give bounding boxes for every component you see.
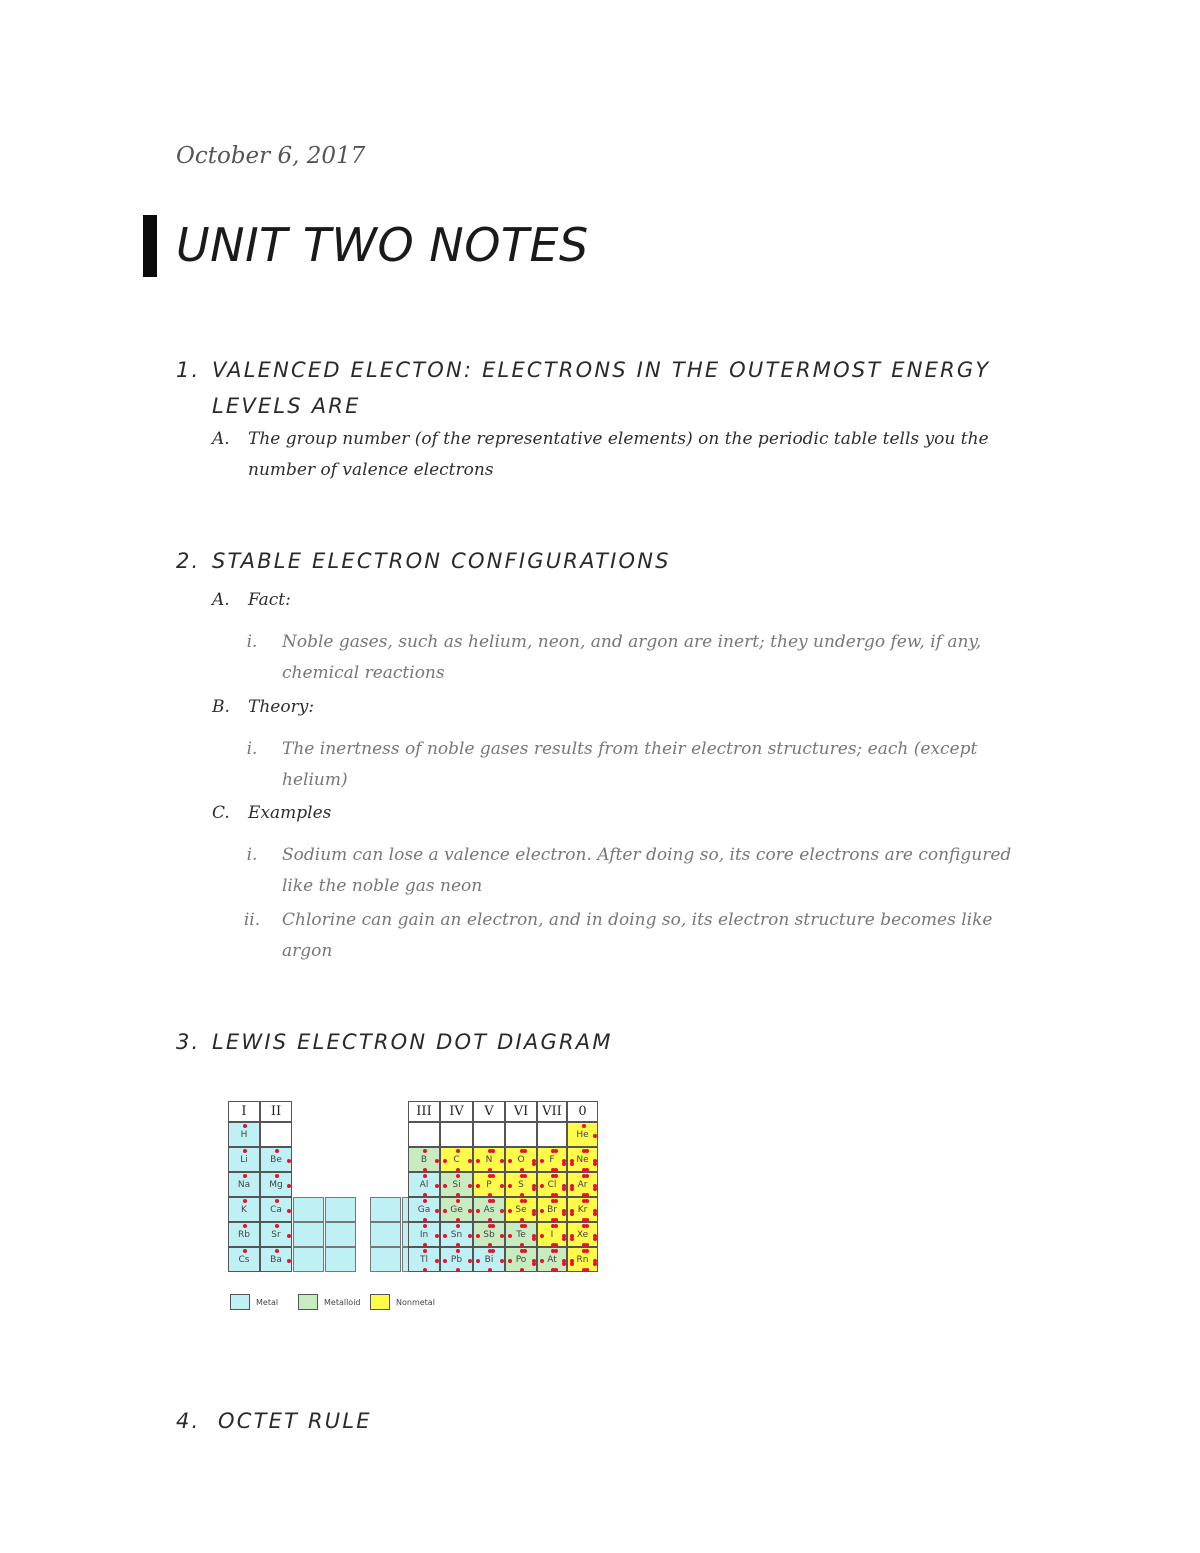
legend-swatch [230,1294,250,1310]
legend-item [230,1294,278,1310]
electron-dot [468,1184,472,1188]
element-cell [440,1222,473,1247]
electron-dot [275,1199,279,1203]
element-symbol: IV [449,1104,464,1119]
electron-dot [468,1209,472,1213]
element-cell [505,1172,537,1197]
electron-dot [540,1184,544,1188]
electron-dot [491,1224,495,1228]
element-symbol: Si [452,1179,461,1190]
electron-dot [500,1259,504,1263]
element-cell [567,1122,598,1147]
element-cell [567,1197,598,1222]
element-symbol: O [517,1154,525,1165]
element-symbol: N [485,1154,493,1165]
element-cell [567,1172,598,1197]
electron-dot [570,1162,574,1166]
electron-dot [423,1199,427,1203]
element-symbol: S [518,1179,524,1190]
element-symbol: As [483,1204,495,1215]
electron-dot [476,1209,480,1213]
element-symbol: K [241,1204,247,1215]
electron-dot [554,1268,558,1272]
electron-dot [443,1234,447,1238]
electron-dot [523,1199,527,1203]
electron-dot [275,1249,279,1253]
electron-dot [435,1209,439,1213]
element-symbol: Po [515,1254,527,1265]
transition-metal-cell [325,1247,356,1272]
item-text: Fact: [248,590,291,610]
element-cell [408,1172,440,1197]
item-label: C. [212,803,230,823]
electron-dot [532,1212,536,1216]
transition-metal-cell [325,1197,356,1222]
electron-dot [423,1224,427,1228]
electron-dot [500,1184,504,1188]
element-cell [408,1247,440,1272]
element-cell [505,1122,537,1147]
electron-dot [593,1162,597,1166]
electron-dot [476,1159,480,1163]
electron-dot [287,1184,291,1188]
subitem-text: Chlorine can gain an electron, and in doing so, its electron structure becomes like argon [282,910,993,961]
electron-dot [562,1212,566,1216]
heading-text: STABLE ELECTRON CONFIGURATIONS [212,549,671,573]
electron-dot [593,1187,597,1191]
legend-item [370,1294,435,1310]
element-symbol: Ba [270,1254,282,1265]
electron-dot [476,1184,480,1188]
electron-dot [456,1268,460,1272]
electron-dot [585,1268,589,1272]
electron-dot [540,1234,544,1238]
subitem-text: Sodium can lose a valence electron. After doing so, its core electrons are configured like the noble gas neon [282,845,1012,896]
electron-dot [554,1224,558,1228]
group-header [228,1101,260,1122]
electron-dot [500,1234,504,1238]
element-cell [228,1172,260,1197]
element-symbol: Bi [484,1254,494,1265]
transition-metal-cell [293,1197,324,1222]
element-cell [228,1122,260,1147]
electron-dot [585,1149,589,1153]
electron-dot [523,1174,527,1178]
electron-dot [243,1199,247,1203]
subitem-label: i. [246,739,258,759]
element-cell [537,1147,567,1172]
electron-dot [593,1237,597,1241]
element-cell [505,1197,537,1222]
electron-dot [491,1249,495,1253]
group-header [440,1101,473,1122]
section-1-item-a [212,424,989,480]
electron-dot [523,1149,527,1153]
section-1-heading [176,352,990,424]
electron-dot [275,1149,279,1153]
element-cell [440,1147,473,1172]
electron-dot [423,1268,427,1272]
electron-dot [456,1224,460,1228]
electron-dot [468,1159,472,1163]
electron-dot [532,1237,536,1241]
transition-metal-cell [293,1247,324,1272]
electron-dot [491,1149,495,1153]
element-symbol: Tl [420,1254,428,1265]
element-symbol: P [486,1179,492,1190]
element-cell [473,1147,505,1172]
electron-dot [562,1187,566,1191]
element-cell [505,1247,537,1272]
subitem-label: i. [246,632,258,652]
element-symbol: At [547,1254,557,1265]
element-symbol: F [549,1154,555,1165]
electron-dot [287,1209,291,1213]
group-header [260,1101,292,1122]
transition-metal-cell [293,1222,324,1247]
electron-dot [243,1224,247,1228]
electron-dot [287,1234,291,1238]
element-symbol: I [241,1104,247,1119]
element-symbol: Ca [270,1204,282,1215]
heading-text-continued: LEVELS ARE [212,394,361,418]
electron-dot [593,1262,597,1266]
item-label: B. [212,697,230,717]
electron-dot [488,1268,492,1272]
element-cell [537,1172,567,1197]
section-3-heading [176,1030,613,1054]
element-symbol: Al [419,1179,429,1190]
electron-dot [593,1212,597,1216]
electron-dot [585,1249,589,1253]
electron-dot [532,1162,536,1166]
section-number: 2. [176,549,201,573]
electron-dot [585,1174,589,1178]
electron-dot [275,1174,279,1178]
electron-dot [562,1262,566,1266]
section-2-item-b [212,692,314,723]
electron-dot [532,1187,536,1191]
electron-dot [423,1249,427,1253]
electron-dot [554,1149,558,1153]
element-symbol: Rn [576,1254,589,1265]
element-symbol: He [576,1129,589,1140]
electron-dot [443,1209,447,1213]
element-cell [228,1147,260,1172]
element-cell [505,1222,537,1247]
element-cell [537,1222,567,1247]
electron-dot [554,1199,558,1203]
element-cell [408,1122,440,1147]
element-symbol: III [416,1104,432,1119]
section-number: 1. [176,358,201,382]
item-text: Examples [248,803,332,823]
title-bar [143,215,157,277]
page-title: UNIT TWO NOTES [176,218,589,272]
section-number: 4. [176,1409,201,1433]
electron-dot [456,1249,460,1253]
element-symbol: Ga [417,1204,431,1215]
electron-dot [520,1268,524,1272]
group-header [567,1101,598,1122]
element-cell [260,1197,292,1222]
element-symbol: Sb [483,1229,495,1240]
element-symbol: Te [516,1229,526,1240]
element-symbol: Mg [269,1179,283,1190]
electron-dot [508,1159,512,1163]
element-cell [537,1122,567,1147]
section-2-item-a [212,585,291,616]
electron-dot [585,1224,589,1228]
element-symbol: Kr [577,1204,588,1215]
item-text: Theory: [248,697,315,717]
electron-dot [562,1237,566,1241]
element-cell [260,1222,292,1247]
element-cell [260,1147,292,1172]
electron-dot [243,1124,247,1128]
element-cell [440,1197,473,1222]
electron-dot [582,1124,586,1128]
electron-dot [435,1184,439,1188]
legend-item [298,1294,361,1310]
element-symbol: II [270,1104,282,1119]
legend-label: Metal [256,1297,279,1307]
electron-dot [508,1234,512,1238]
element-symbol: I [550,1229,554,1240]
electron-dot [500,1159,504,1163]
electron-dot [476,1259,480,1263]
subitem-label: ii. [243,910,261,930]
transition-metal-cell [370,1222,401,1247]
transition-metal-cell [370,1197,401,1222]
section-number: 3. [176,1030,201,1054]
element-cell [408,1197,440,1222]
transition-metal-cell [370,1247,401,1272]
element-symbol: VI [513,1104,529,1119]
element-symbol: Xe [576,1229,589,1240]
element-symbol: VII [542,1104,562,1119]
electron-dot [593,1134,597,1138]
element-symbol: Ne [576,1154,589,1165]
element-symbol: Cs [238,1254,250,1265]
element-cell [473,1122,505,1147]
electron-dot [443,1184,447,1188]
element-symbol: Cl [547,1179,557,1190]
electron-dot [287,1259,291,1263]
element-cell [473,1247,505,1272]
element-symbol: Pb [450,1254,463,1265]
element-symbol: Rb [238,1229,250,1240]
element-cell [473,1197,505,1222]
lewis-dot-periodic-table [228,1101,600,1316]
electron-dot [243,1174,247,1178]
element-symbol: Ar [577,1179,588,1190]
group-header [473,1101,505,1122]
electron-dot [435,1234,439,1238]
electron-dot [435,1259,439,1263]
electron-dot [275,1224,279,1228]
element-cell [505,1147,537,1172]
electron-dot [570,1237,574,1241]
subitem-text: The inertness of noble gases results from their electron structures; each (except helium) [282,739,978,790]
section-4-heading [176,1409,372,1433]
transition-metal-cell [325,1222,356,1247]
element-cell [567,1147,598,1172]
electron-dot [468,1259,472,1263]
electron-dot [540,1209,544,1213]
electron-dot [540,1159,544,1163]
element-cell [473,1172,505,1197]
element-symbol: Sn [450,1229,463,1240]
legend-swatch [298,1294,318,1310]
element-symbol: Li [240,1154,248,1165]
section-2-heading [176,549,671,573]
electron-dot [456,1149,460,1153]
electron-dot [562,1162,566,1166]
group-header [505,1101,537,1122]
element-cell [408,1147,440,1172]
element-cell [440,1172,473,1197]
legend-label: Metalloid [324,1297,361,1307]
electron-dot [476,1234,480,1238]
electron-dot [443,1259,447,1263]
electron-dot [508,1184,512,1188]
electron-dot [435,1159,439,1163]
electron-dot [540,1259,544,1263]
element-cell [228,1222,260,1247]
date: October 6, 2017 [176,143,366,169]
element-symbol: Be [270,1154,282,1165]
electron-dot [287,1159,291,1163]
element-symbol: B [420,1154,428,1165]
element-symbol: Na [237,1179,251,1190]
heading-text: VALENCED ELECTON: ELECTRONS IN THE OUTERMOST ENERGY [212,358,991,382]
item-text: The group number (of the representative elements) on the periodic table tells you the number of valence electrons [248,429,989,480]
element-symbol: C [453,1154,460,1165]
element-cell [228,1197,260,1222]
item-label: A. [212,590,230,610]
group-header [408,1101,440,1122]
electron-dot [443,1159,447,1163]
electron-dot [523,1249,527,1253]
legend-label: Nonmetal [396,1297,435,1307]
element-cell [567,1222,598,1247]
element-symbol: 0 [578,1104,587,1119]
electron-dot [585,1199,589,1203]
section-2-item-c [212,798,331,829]
element-cell [537,1197,567,1222]
element-symbol: V [484,1104,494,1119]
electron-dot [508,1209,512,1213]
electron-dot [554,1174,558,1178]
electron-dot [456,1199,460,1203]
electron-dot [491,1199,495,1203]
electron-dot [243,1149,247,1153]
electron-dot [508,1259,512,1263]
electron-dot [423,1149,427,1153]
element-symbol: Br [547,1204,557,1215]
element-cell [440,1122,473,1147]
electron-dot [570,1262,574,1266]
legend-swatch [370,1294,390,1310]
electron-dot [423,1174,427,1178]
electron-dot [570,1212,574,1216]
element-symbol: H [240,1129,248,1140]
element-symbol: In [419,1229,429,1240]
heading-text: LEWIS ELECTRON DOT DIAGRAM [212,1030,613,1054]
subitem-label: i. [246,845,258,865]
element-cell [260,1247,292,1272]
element-symbol: Se [515,1204,527,1215]
element-cell [260,1122,292,1147]
element-symbol: Ge [450,1204,463,1215]
electron-dot [243,1249,247,1253]
electron-dot [468,1234,472,1238]
element-cell [228,1247,260,1272]
electron-dot [554,1249,558,1253]
electron-dot [570,1187,574,1191]
element-cell [440,1247,473,1272]
element-symbol: Sr [271,1229,281,1240]
heading-text: OCTET RULE [218,1409,372,1433]
group-header [537,1101,567,1122]
electron-dot [523,1224,527,1228]
element-cell [567,1247,598,1272]
element-cell [260,1172,292,1197]
element-cell [408,1222,440,1247]
element-cell [537,1247,567,1272]
subitem-text: Noble gases, such as helium, neon, and argon are inert; they undergo few, if any, chemical reactions [282,632,982,683]
electron-dot [456,1174,460,1178]
electron-dot [500,1209,504,1213]
element-cell [473,1222,505,1247]
item-label: A. [212,429,230,449]
electron-dot [491,1174,495,1178]
electron-dot [532,1262,536,1266]
